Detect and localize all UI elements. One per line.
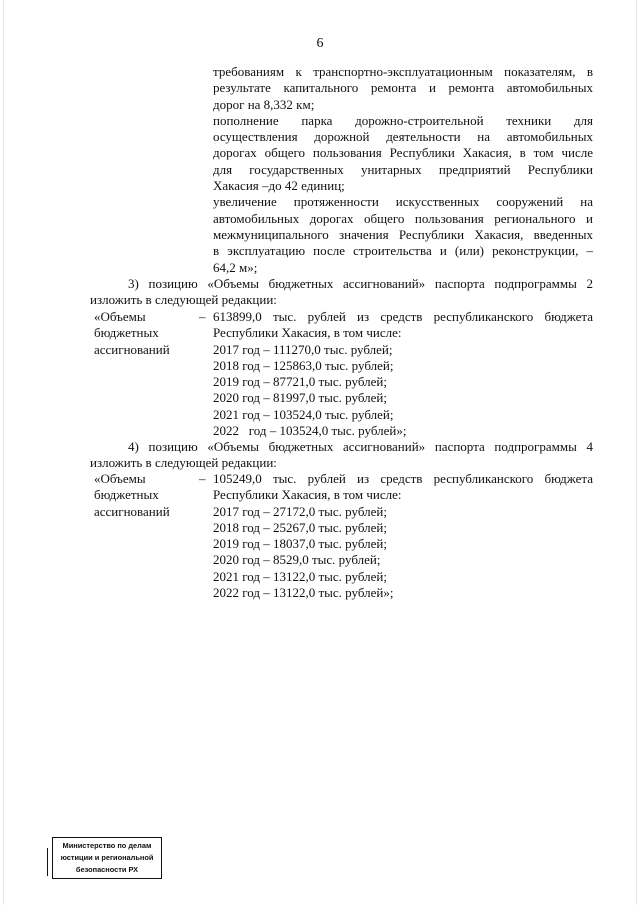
item3-heading (90, 276, 593, 309)
item3-value-line: 2018 год – 125863,0 тыс. рублей; (213, 357, 394, 373)
intro-line: в эксплуатацию после строительства и (или) реконструкции, – (213, 243, 593, 259)
item4-value-line: 2022 год – 13122,0 тыс. рублей»; (213, 585, 394, 601)
item4-value-line: Республики Хакасия, в том числе: (213, 487, 402, 503)
item4-value-line: 105249,0 тыс. рублей из средств республиканского бюджета (213, 471, 593, 486)
item3-value-line: 2022 год – 103524,0 тыс. рублей»; (213, 423, 407, 439)
item3-dash: – (199, 309, 206, 324)
stamp-tick (47, 848, 51, 876)
intro-line: дорогах общего пользования Республики Хакасия, в том числе (213, 145, 593, 161)
page-number: 6 (316, 36, 324, 51)
item3-value-line: 2021 год – 103524,0 тыс. рублей; (213, 406, 394, 422)
scan-edge-right (636, 0, 637, 905)
intro-line: пополнение парка дорожно-строительной техники для (213, 112, 593, 128)
item4-values (213, 471, 593, 601)
intro-line: дорог на 8,332 км; (213, 96, 315, 112)
intro-line: 64,2 м»; (213, 259, 258, 275)
intro-line: для государственных унитарных предприятий Республики (213, 161, 593, 177)
intro-line: осуществления дорожной деятельности на автомобильных (213, 129, 593, 145)
item3-heading-line: 3) позицию «Объемы бюджетных ассигнований» паспорта подпрограммы 2 (128, 276, 593, 291)
item3-values (213, 309, 593, 439)
item3-value-line: Республики Хакасия, в том числе: (213, 325, 402, 341)
item3-value-line: 613899,0 тыс. рублей из средств республиканского бюджета (213, 309, 593, 324)
stamp-line: безопасности РХ (75, 865, 139, 874)
intro-line: межмуниципального значения Республики Хакасия, введенных (213, 226, 593, 242)
intro-line: автомобильных дорогах общего пользования регионального и (213, 210, 593, 226)
item4-heading (90, 439, 593, 472)
item4-value-line: 2020 год – 8529,0 тыс. рублей; (213, 552, 381, 568)
item4-value-line: 2018 год – 25267,0 тыс. рублей; (213, 519, 387, 535)
intro-line: результате капитального ремонта и ремонта автомобильных (213, 80, 593, 96)
item3-label: «Объемы бюджетных ассигнований (94, 309, 170, 357)
intro-paragraphs (213, 64, 593, 276)
item3-heading-line: изложить в следующей редакции: (90, 292, 277, 308)
scan-edge-left (3, 0, 4, 905)
intro-line: увеличение протяженности искусственных сооружений на (213, 194, 593, 210)
intro-line: Хакасия –до 42 единиц; (213, 178, 345, 194)
stamp-line: Министерство по делам (62, 841, 152, 850)
item4-heading-line: 4) позицию «Объемы бюджетных ассигнований» паспорта подпрограммы 4 (128, 439, 593, 454)
item4-label: «Объемы бюджетных ассигнований (94, 471, 170, 519)
item4-value-line: 2017 год – 27172,0 тыс. рублей; (213, 503, 387, 519)
item4-value-line: 2021 год – 13122,0 тыс. рублей; (213, 568, 387, 584)
stamp-line: юстиции и региональной (60, 853, 154, 862)
item4-value-line: 2019 год – 18037,0 тыс. рублей; (213, 536, 387, 552)
item3-value-line: 2019 год – 87721,0 тыс. рублей; (213, 374, 387, 390)
intro-line: требованиям к транспортно-эксплуатационным показателям, в (213, 64, 593, 79)
item4-dash: – (199, 471, 206, 486)
ministry-stamp (52, 837, 162, 879)
item4-heading-line: изложить в следующей редакции: (90, 455, 277, 471)
item3-value-line: 2020 год – 81997,0 тыс. рублей; (213, 390, 387, 406)
item3-value-line: 2017 год – 111270,0 тыс. рублей; (213, 341, 393, 357)
